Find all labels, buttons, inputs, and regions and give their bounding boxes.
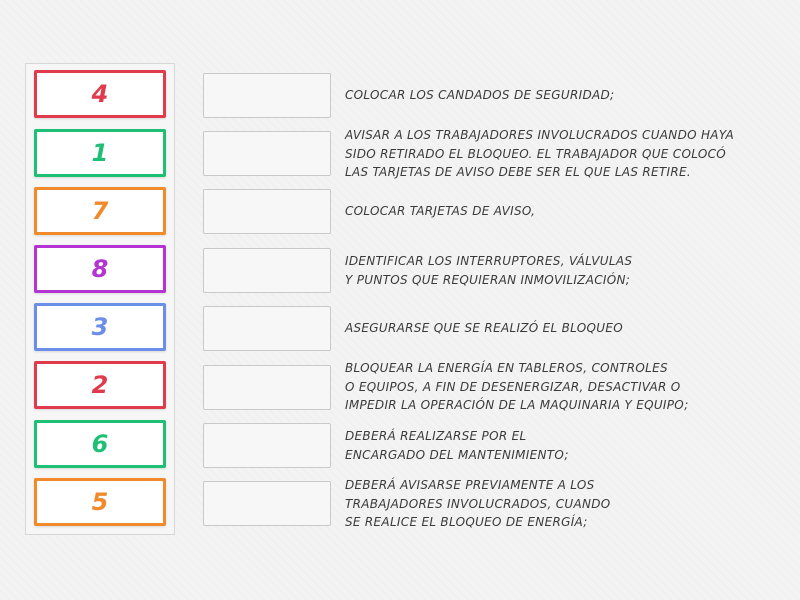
- answer-tile[interactable]: 6: [34, 420, 166, 468]
- drop-slot[interactable]: [203, 248, 331, 293]
- statement-text: DEBERÁ AVISARSE PREVIAMENTE A LOS TRABAJADORES INVOLUCRADOS, CUANDO SE REALICE EL BLOQUEO DE ENERGÍA;: [345, 478, 611, 529]
- drop-slot[interactable]: [203, 131, 331, 176]
- drop-slot[interactable]: [203, 423, 331, 468]
- drop-slot[interactable]: [203, 189, 331, 234]
- drop-slot[interactable]: [203, 365, 331, 410]
- answer-tile[interactable]: 1: [34, 129, 166, 177]
- answer-tile[interactable]: 5: [34, 478, 166, 526]
- statement-text: AVISAR A LOS TRABAJADORES INVOLUCRADOS CUANDO HAYA SIDO RETIRADO EL BLOQUEO. EL TRABAJADOR QUE COLOCÓ LAS TARJETAS DE AVISO DEBE SER EL QUE LAS RETIRE.: [345, 128, 735, 179]
- answer-tile[interactable]: 7: [34, 187, 166, 235]
- answer-tile[interactable]: 2: [34, 361, 166, 409]
- drop-slot[interactable]: [203, 481, 331, 526]
- drop-slot[interactable]: [203, 306, 331, 351]
- drop-slot[interactable]: [203, 73, 331, 118]
- statement-text: IDENTIFICAR LOS INTERRUPTORES, VÁLVULAS Y PUNTOS QUE REQUIERAN INMOVILIZACIÓN;: [345, 254, 633, 287]
- statement-text: ASEGURARSE QUE SE REALIZÓ EL BLOQUEO: [345, 321, 623, 335]
- answer-tile[interactable]: 8: [34, 245, 166, 293]
- answer-tile[interactable]: 4: [34, 70, 166, 118]
- statement-text: BLOQUEAR LA ENERGÍA EN TABLEROS, CONTROLES O EQUIPOS, A FIN DE DESENERGIZAR, DESACTIVAR O IMPEDIR LA OPERACIÓN DE LA MAQUINARIA Y EQUIPO;: [345, 361, 689, 412]
- statement-text: COLOCAR TARJETAS DE AVISO,: [345, 204, 536, 218]
- statement-text: DEBERÁ REALIZARSE POR EL ENCARGADO DEL MANTENIMIENTO;: [345, 429, 569, 462]
- answer-tile[interactable]: 3: [34, 303, 166, 351]
- statement-text: COLOCAR LOS CANDADOS DE SEGURIDAD;: [345, 88, 615, 102]
